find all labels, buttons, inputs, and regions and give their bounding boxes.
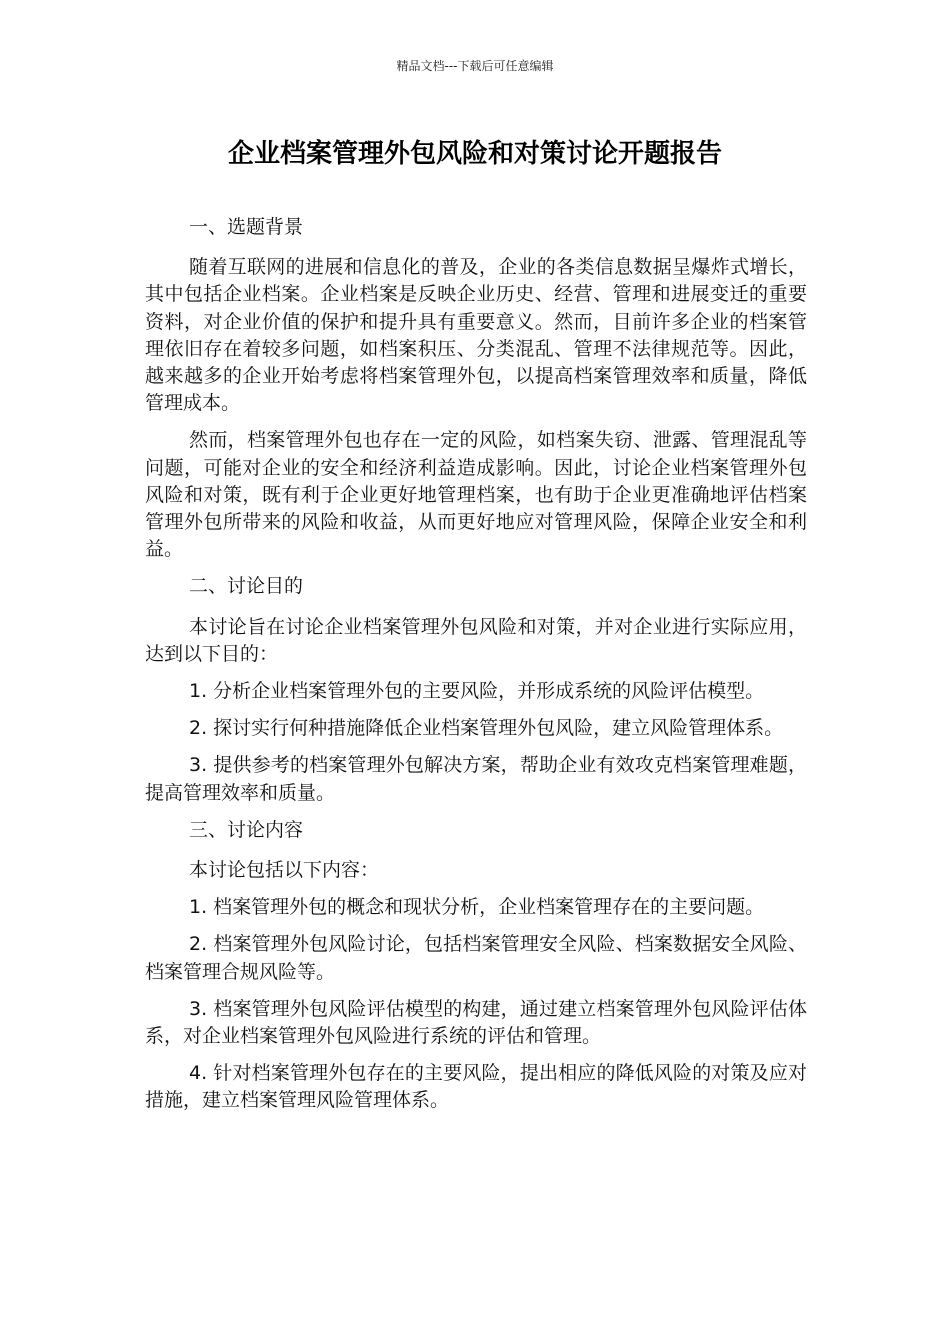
list-item-content-3: 3. 档案管理外包风险评估模型的构建，通过建立档案管理外包风险评估体系，对企业档案管理外包风险进行系统的评估和管理。 <box>145 997 807 1048</box>
document-title: 企业档案管理外包风险和对策讨论开题报告 <box>227 139 722 169</box>
paragraph-background-2: 然而，档案管理外包也存在一定的风险，如档案失窃、泄露、管理混乱等问题，可能对企业的安全和经济利益造成影响。因此，讨论企业档案管理外包风险和对策，既有利于企业更好地管理档案，也有助于企业更准确地评估档案管理外包所带来的风险和收益，从而更好地应对管理风险，保障企业安全和利益。 <box>145 429 807 561</box>
page-header: 精品文档---下载后可任意编辑 <box>396 59 554 73</box>
list-item-content-4: 4. 针对档案管理外包存在的主要风险，提出相应的降低风险的对策及应对措施，建立档案管理风险管理体系。 <box>145 1062 807 1112</box>
list-item-purpose-2: 2. 探讨实行何种措施降低企业档案管理外包风险，建立风险管理体系。 <box>189 717 784 740</box>
section-heading-background: 一、选题背景 <box>189 216 304 238</box>
paragraph-content-intro: 本讨论包括以下内容： <box>189 859 380 882</box>
section-heading-content: 三、讨论内容 <box>189 818 304 841</box>
paragraph-purpose-intro: 本讨论旨在讨论企业档案管理外包风险和对策，并对企业进行实际应用，达到以下目的： <box>145 615 807 665</box>
paragraph-background-1: 随着互联网的进展和信息化的普及，企业的各类信息数据呈爆炸式增长，其中包括企业档案。企业档案是反映企业历史、经营、管理和进展变迁的重要资料，对企业价值的保护和提升具有重要意义。然而，目前许多企业的档案管理依旧存在着较多问题，如档案积压、分类混乱、管理不法律规范等。因此，越来越多的企业开始考虑将档案管理外包，以提高档案管理效率和质量，降低管理成本。 <box>145 256 807 415</box>
list-item-content-1: 1. 档案管理外包的概念和现状分析，企业档案管理存在的主要问题。 <box>189 896 765 919</box>
list-item-purpose-1: 1. 分析企业档案管理外包的主要风险，并形成系统的风险评估模型。 <box>189 680 765 703</box>
document-body <box>145 214 807 1125</box>
list-item-purpose-3: 3. 提供参考的档案管理外包解决方案，帮助企业有效攻克档案管理难题，提高管理效率和质量。 <box>145 754 807 804</box>
section-heading-purpose: 二、讨论目的 <box>189 575 304 598</box>
list-item-content-2: 2. 档案管理外包风险讨论，包括档案管理安全风险、档案数据安全风险、档案管理合规风险等。 <box>145 933 807 983</box>
